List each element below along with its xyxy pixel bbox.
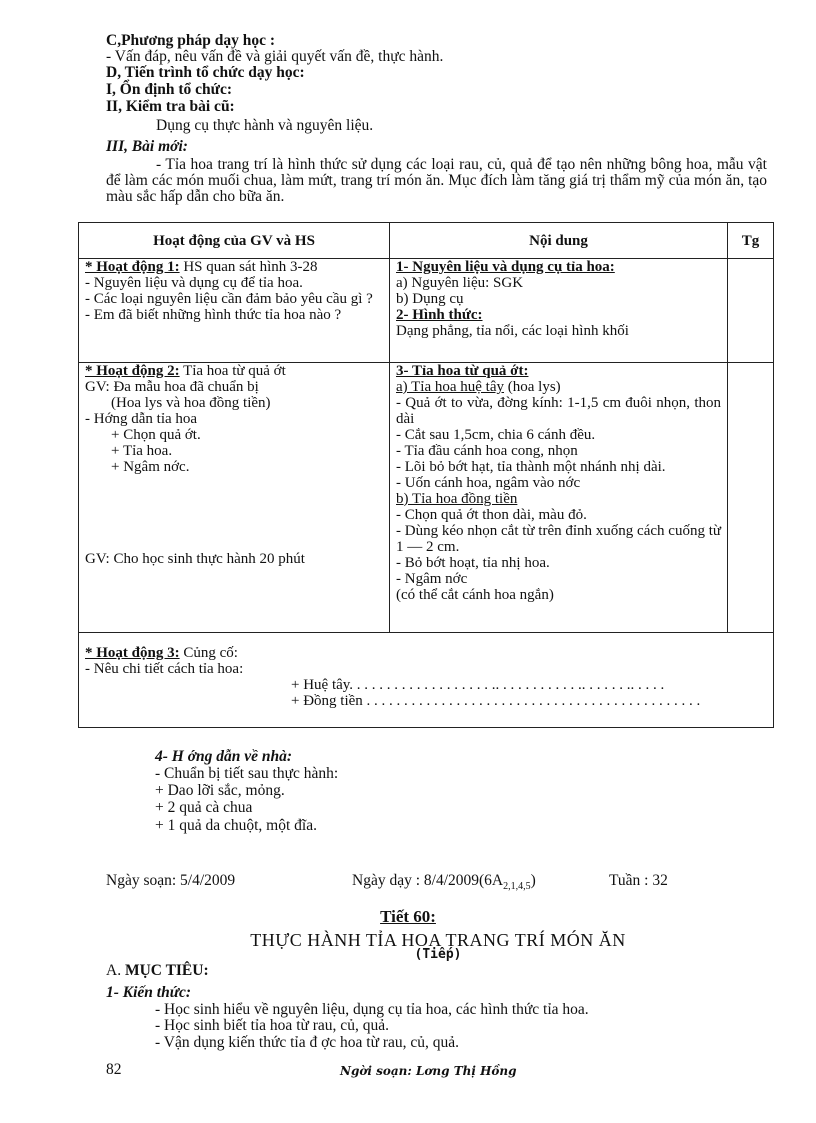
content-3a-line: - Tỉa đầu cánh hoa cong, nhọn <box>396 443 578 459</box>
section-c-text: - Vấn đáp, nêu vấn đề và giải quyết vấn đề, thực hành. <box>106 48 444 65</box>
week-number: Tuần : 32 <box>609 872 668 889</box>
content-3-cell <box>390 363 728 633</box>
teach-date-value: 8/4/2009(6A <box>423 872 504 889</box>
activity-3-cell <box>79 633 774 728</box>
activity-3-item: + Đồng tiền . . . . . . . . . . . . . . . . . . . . . . . . . . . . . . . . . . . . . . . . . . . . . <box>291 693 701 709</box>
homework-heading: 4- H ớng dẫn về nhà: <box>155 748 293 765</box>
activity-1-cell <box>79 259 390 363</box>
content-3b-title: b) Tỉa hoa đồng tiền <box>396 491 518 507</box>
header-time: Tg <box>728 223 774 259</box>
activity-2-title: * Hoạt động 2: <box>85 363 180 379</box>
content-3b-line: - Dùng kéo nhọn cắt từ trên đỉnh xuống cách cuống từ 1 — 2 cm. <box>396 523 721 555</box>
lesson-title: THỰC HÀNH TỈA HOA TRANG TRÍ MÓN ĂN <box>250 930 626 950</box>
section-ii-heading: II, Kiểm tra bài cũ: <box>106 98 235 115</box>
teach-date-classes: 2,1,4,5 <box>503 881 531 893</box>
content-3a-title-rest: (hoa lys) <box>504 379 561 395</box>
content-2-title: 2- Hình thức: <box>396 307 483 323</box>
activity-3-title: * Hoạt động 3: <box>85 645 180 661</box>
activity-2-line: + Tỉa hoa. <box>111 443 173 459</box>
prep-date: Ngày soạn: 5/4/2009 <box>106 872 236 889</box>
time-2-cell <box>728 363 774 633</box>
content-1-title: 1- Nguyên liệu và dụng cụ tỉa hoa: <box>396 259 615 275</box>
content-1-line: b) Dụng cụ <box>396 291 464 307</box>
section-a <box>106 963 209 979</box>
knowledge-line: - Vận dụng kiến thức tỉa đ ợc hoa từ rau, củ, quả. <box>155 1034 460 1051</box>
homework-line: + 1 quả da chuột, một đĩa. <box>155 817 317 834</box>
activity-2-line: (Hoa lys và hoa đồng tiền) <box>111 395 271 411</box>
activity-2-line: - Hớng dẫn tỉa hoa <box>85 411 198 427</box>
knowledge-heading: 1- Kiến thức: <box>106 984 192 1001</box>
activity-2-cell <box>79 363 390 633</box>
content-3a-line: - Quả ớt to vừa, đờng kính: 1-1,5 cm đuôi nhọn, thon dài <box>396 395 721 427</box>
lesson-continued: (Tiếp) <box>414 947 462 962</box>
activity-3-item: + Huệ tây. . . . . . . . . . . . . . . . . . . .. . . . . . . . . . . .. . . . . . .. . . . . <box>291 677 665 693</box>
content-3b-line: - Ngâm nớc <box>396 571 468 587</box>
content-3a-line: - Lõi bỏ bớt hạt, tỉa thành một nhánh nhị dài. <box>396 459 666 475</box>
content-2-line: Dạng phẳng, tỉa nổi, các loại hình khối <box>396 323 629 339</box>
lesson-number: Tiết 60: <box>380 907 436 926</box>
section-ii-text: Dụng cụ thực hành và nguyên liệu. <box>156 117 374 134</box>
homework-line: - Chuẩn bị tiết sau thực hành: <box>155 765 339 782</box>
lesson-activity-table <box>78 222 774 728</box>
content-3a-line: - Cắt sau 1,5cm, chia 6 cánh đều. <box>396 427 596 443</box>
knowledge-line: - Học sinh hiểu về nguyên liệu, dụng cụ tỉa hoa, các hình thức tỉa hoa. <box>155 1001 589 1018</box>
activity-2-line: + Chọn quả ớt. <box>111 427 201 443</box>
section-c-heading: C,Phương pháp dạy học : <box>106 32 276 49</box>
activity-3-line: - Nêu chi tiết cách tỉa hoa: <box>85 661 244 677</box>
content-3a-line: - Uốn cánh hoa, ngâm vào nớc <box>396 475 581 491</box>
activity-1-line: - Em đã biết những hình thức tỉa hoa nào ? <box>85 307 342 323</box>
teach-date-close: ) <box>530 872 536 889</box>
homework-line: + 2 quả cà chua <box>155 799 253 816</box>
section-i-heading: I, Ổn định tổ chức: <box>106 81 233 98</box>
activity-1-line: - Các loại nguyên liệu cần đảm bảo yêu cầu gì ? <box>85 291 373 307</box>
content-3b-line: (có thể cắt cánh hoa ngắn) <box>396 587 554 603</box>
teach-date-colon: : <box>415 872 421 889</box>
activity-1-title-rest: HS quan sát hình 3-28 <box>179 259 318 275</box>
content-3b-line: - Chọn quả ớt thon dài, màu đỏ. <box>396 507 587 523</box>
content-3a-title: a) Tỉa hoa huệ tây <box>396 379 505 395</box>
header-content: Nội dung <box>390 223 728 259</box>
section-d-heading: D, Tiến trình tổ chức dạy học: <box>106 64 305 81</box>
teach-date <box>352 873 536 895</box>
content-3-title: 3- Tỉa hoa từ quả ớt: <box>396 363 529 379</box>
author-signature: Ngời soạn: Lơng Thị Hồng <box>340 1064 517 1078</box>
activity-2-title-rest: Tỉa hoa từ quả ớt <box>179 363 286 379</box>
content-3b-line: - Bỏ bớt hoạt, tỉa nhị hoa. <box>396 555 550 571</box>
activity-2-line: GV: Đa mẫu hoa đã chuẩn bị <box>85 379 259 395</box>
activity-1-title: * Hoạt động 1: <box>85 259 180 275</box>
activity-3-title-rest: Củng cố: <box>179 645 238 661</box>
activity-2-bottom: GV: Cho học sinh thực hành 20 phút <box>85 551 305 567</box>
activity-1-line: - Nguyên liệu và dụng cụ để tỉa hoa. <box>85 275 303 291</box>
page-number: 82 <box>106 1061 122 1078</box>
knowledge-line: - Học sinh biết tỉa hoa từ rau, củ, quả. <box>155 1017 389 1034</box>
content-1-line: a) Nguyên liệu: SGK <box>396 275 524 291</box>
homework-line: + Dao lỡi sắc, mỏng. <box>155 782 285 799</box>
content-1-cell <box>390 259 728 363</box>
teach-date-label: Ngày dạy <box>352 872 412 889</box>
activity-2-line: + Ngâm nớc. <box>111 459 190 475</box>
section-iii-text: - Tỉa hoa trang trí là hình thức sử dụng các loại rau, củ, quả để tạo nên những bông hoa, mẫu vật để làm các món muối chua, làm mứt, trang trí món ăn. Mục đích làm tăng giá trị thẩm mỹ của món ăn, tạo màu sắc hấp dẫn cho bữa ăn. <box>106 156 767 205</box>
section-iii-heading: III, Bài mới: <box>106 138 188 155</box>
header-activities: Hoạt động của GV và HS <box>79 223 390 259</box>
time-1-cell <box>728 259 774 363</box>
section-a-number: A. <box>106 962 122 979</box>
section-a-heading: MỤC TIÊU: <box>124 962 209 979</box>
